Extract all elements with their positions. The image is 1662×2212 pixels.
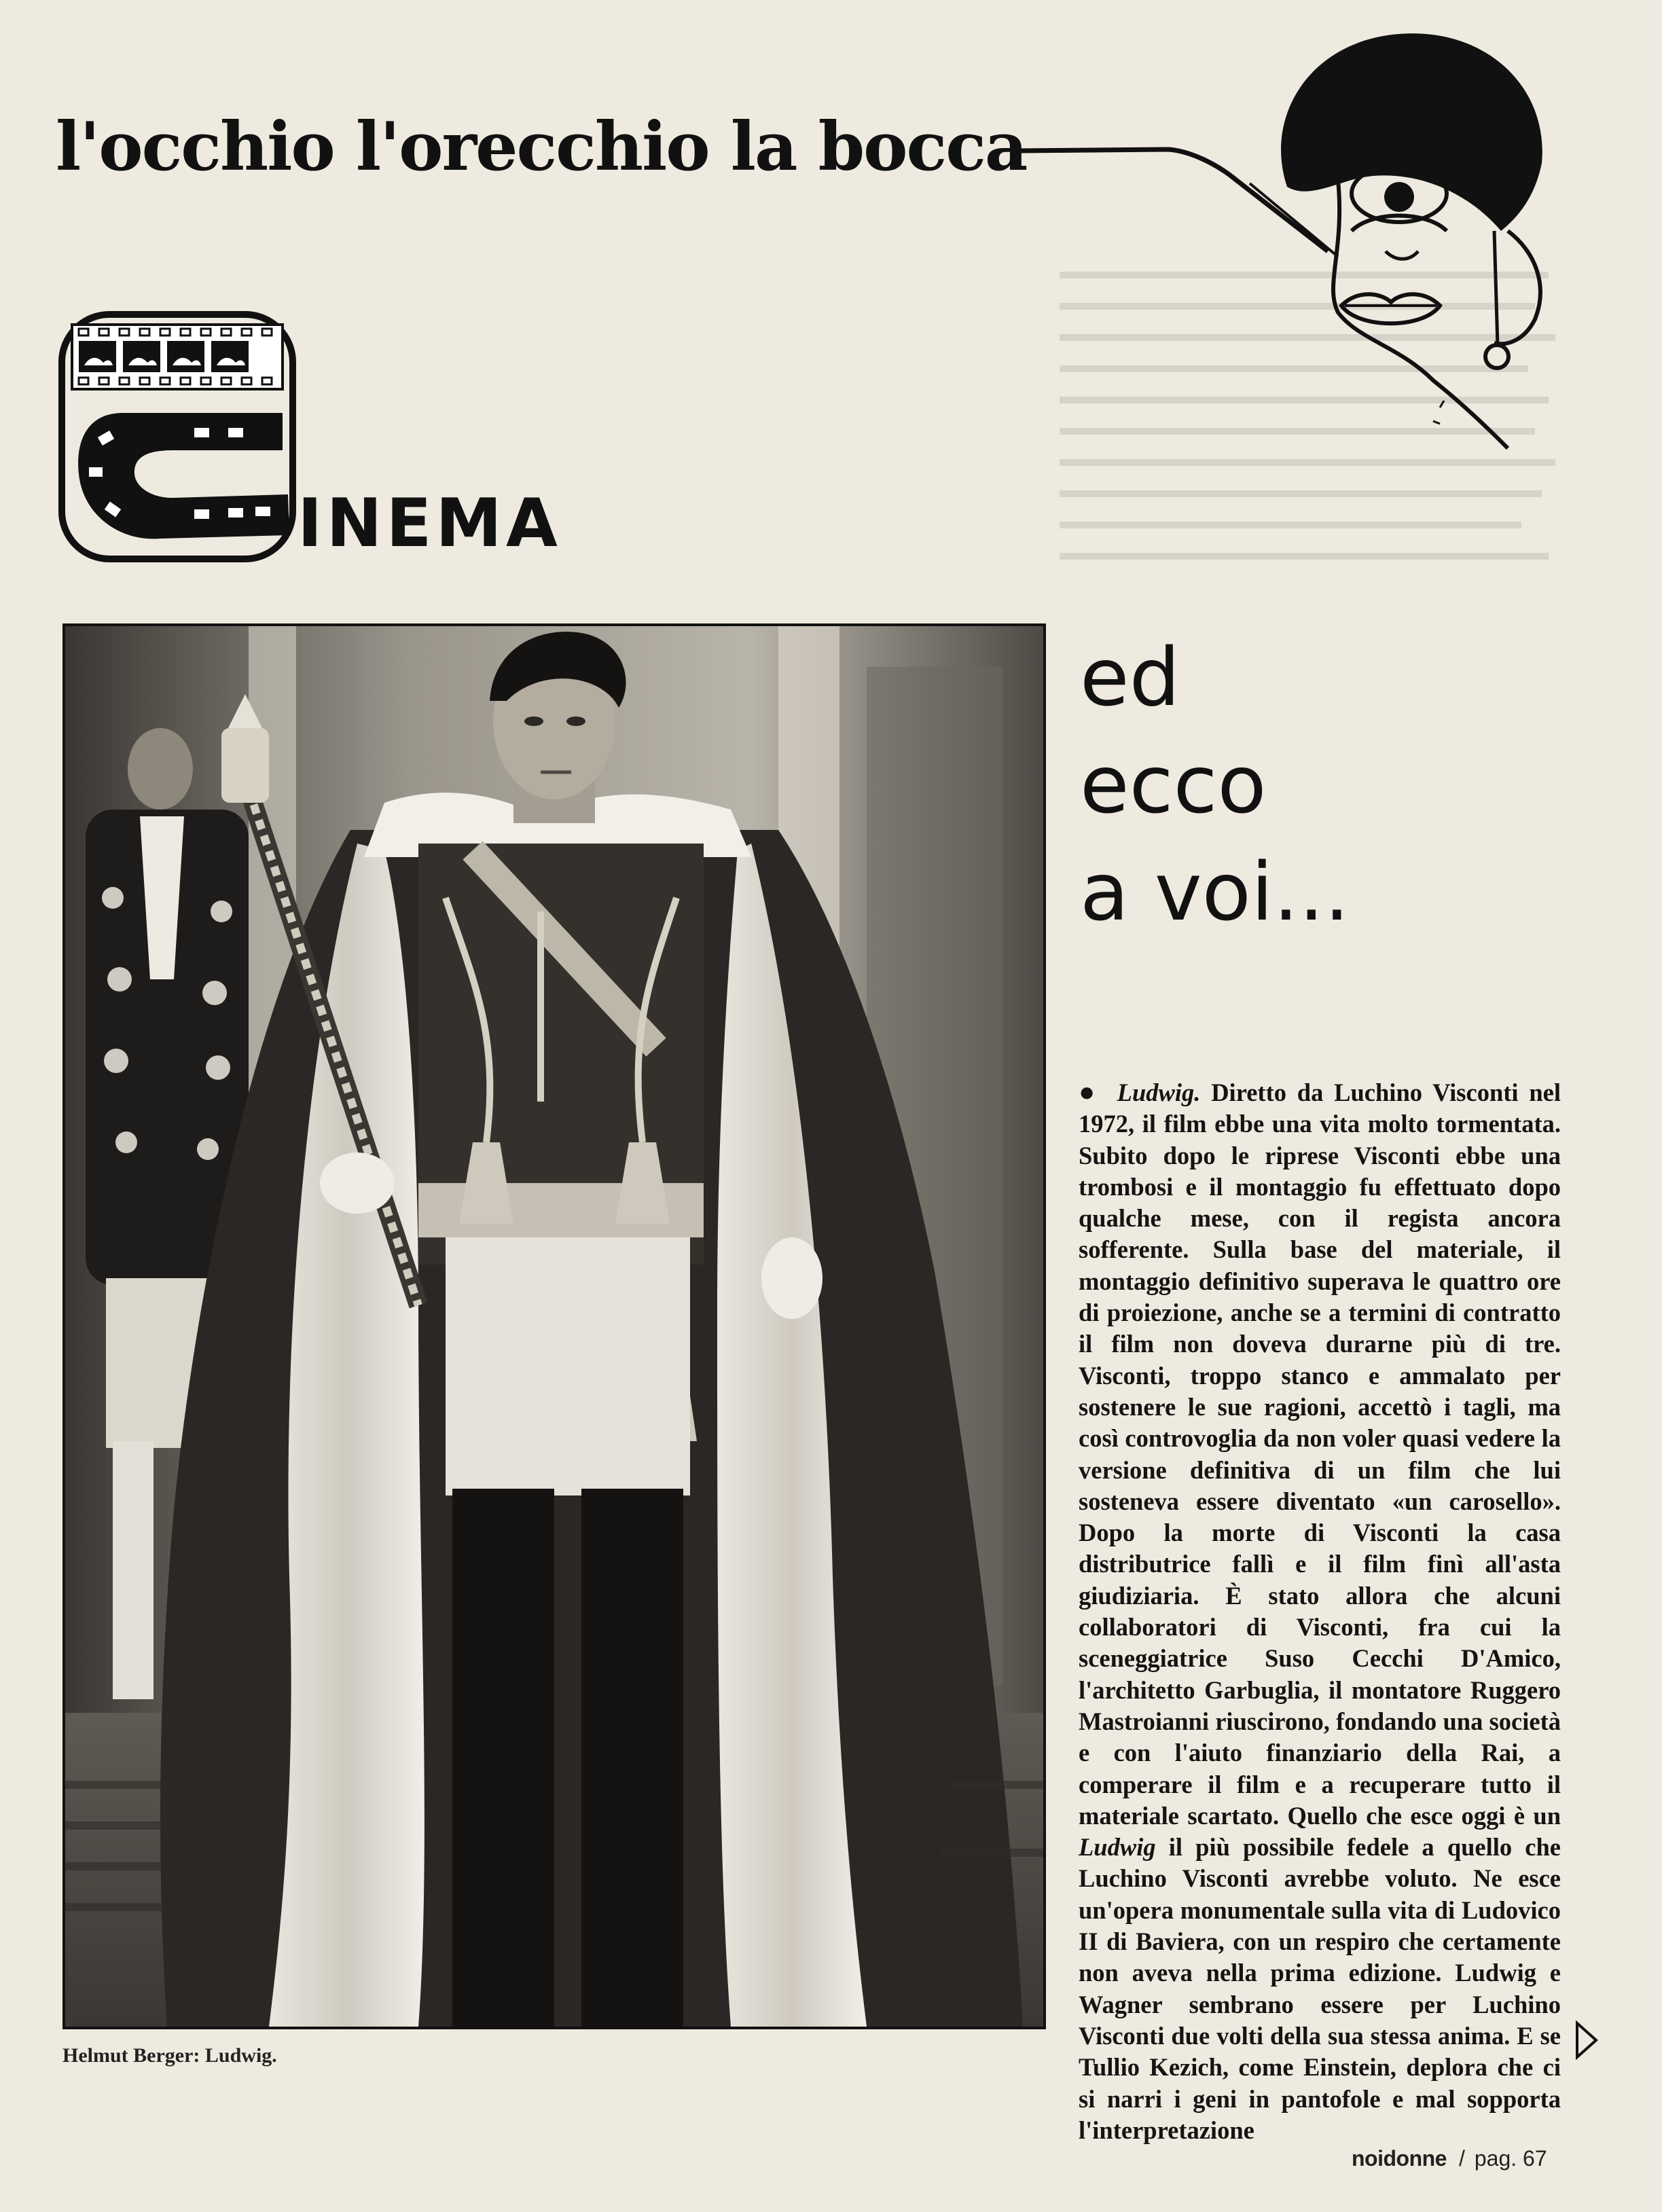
film-title-inline: Ludwig xyxy=(1079,1833,1156,1862)
film-title: Ludwig. xyxy=(1117,1078,1201,1106)
page-footer xyxy=(1352,2146,1547,2171)
article-text-part-2: il più possibile fedele a quello che Luchino Visconti avrebbe voluto. Ne esce un'opera monumentale sulla vita di Ludovico II di Baviera, con un respiro che certamente non aveva nella prima edizione. Ludwig e Wagner sembrano essere per Luchino Visconti due volti della sua stessa anima. E se Tullio Kezich, come Einstein, deplora che ci si narri i geni in pantofole e mal sopporta l'interpretazione xyxy=(1079,1833,1561,2144)
page-number: pag. 67 xyxy=(1474,2146,1547,2171)
headline-line-1: ed xyxy=(1080,630,1180,724)
section-title-cinema: INEMA xyxy=(297,485,562,562)
film-still-photo xyxy=(62,623,1046,2029)
photo-caption: Helmut Berger: Ludwig. xyxy=(62,2044,277,2067)
headline-line-2: ecco xyxy=(1080,738,1267,831)
footer-separator: / xyxy=(1458,2146,1465,2171)
rubric-title: l'occhio l'orecchio la bocca xyxy=(56,108,1027,186)
film-still-illustration xyxy=(65,626,1043,2027)
bullet-icon: ● xyxy=(1079,1076,1100,1107)
continue-arrow-icon xyxy=(1574,2020,1599,2060)
eye-ear-mouth-mascot-icon xyxy=(1019,27,1583,455)
article-body xyxy=(1079,1076,1561,2146)
article-text-part-1: Diretto da Luchino Visconti nel 1972, il film ebbe una vita molto tormentata. Subito dopo le riprese Visconti ebbe una trombosi e il montaggio fu effettuato dopo qualche mese, con il regista ancora sofferente. Sulla base del materiale, il montaggio definitivo superava le quattro ore di proiezione, anche se a termini di contratto il film non doveva durarne più di tre. Visconti, troppo stanco e ammalato per sostenere le sue ragioni, accettò i tagli, ma così controvoglia da non voler quasi vedere la versione definitiva di un film che lui sosteneva essere diventato «un carosello». Dopo la morte di Visconti la casa distributrice fallì e il film finì all'asta giudiziaria. È stato allora che alcuni collaboratori di Visconti, fra cui la sceneggiatrice Suso Cecchi D'Amico, l'architetto Garbuglia, il montatore Ruggero Mastroianni riuscirono, fondando una società e con l'aiuto finanziario della Rai, a comperare il film e a recuperare tutto il materiale scartato. Quello che esce oggi è un xyxy=(1079,1078,1561,1830)
magazine-name: noidonne xyxy=(1352,2146,1447,2171)
article-headline xyxy=(1080,623,1350,945)
headline-line-3: a voi... xyxy=(1080,845,1350,939)
